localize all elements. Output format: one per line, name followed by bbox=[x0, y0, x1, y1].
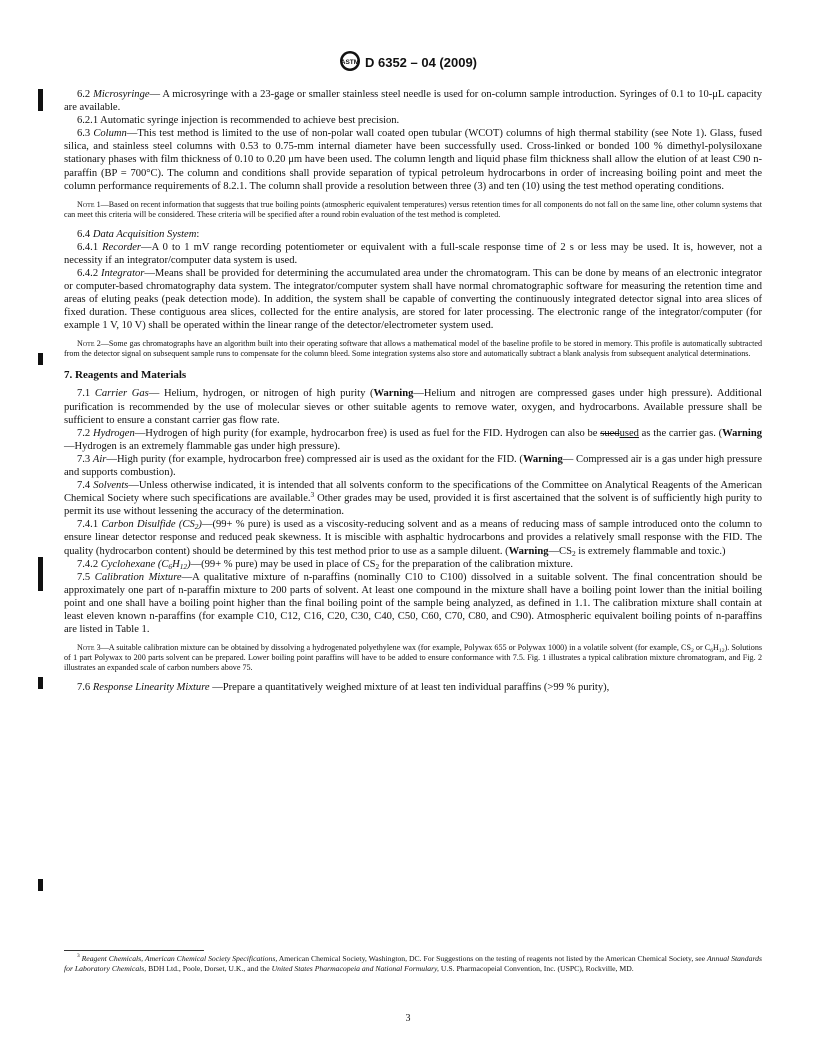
paragraph-7-5: 7.5 Calibration Mixture—A qualitative mixture of n-paraffins (nominally C10 to C100) dissolved in a suitable solvent. The final concentration should be approximately one part of n-paraffin mixture to 200 parts of solvent. At least one compound in the mixture shall have a boiling point lower than the initial boiling point and one shall have a boiling point higher than the final boiling point of the sample being analyzed, as defined in 1.1. The calibration mixture shall contain at least eleven known n-paraffins (for example C10, C12, C16, C20, C30, C40, C50, C60, C70, C80, and C90). Atmospheric equivalent boiling points of n-paraffins are listed in Table 1. bbox=[64, 571, 763, 636]
paragraph-7-4: 7.4 Solvents—Unless otherwise indicated, it is intended that all solvents conform to the specifications of the Committee on Analytical Reagents of the American Chemical Society where such specifications are available.$^3$ Other grades may be used, provided it is first ascertained that the solvent is of sufficiently high purity to permit its use without lessening the accuracy of the determination. bbox=[64, 480, 762, 518]
note-1: Note 1—Based on recent information that suggests that true boiling points (atmospheric equivalent temperatures) versus retention times for all components do not fall on the same line, other column systems that can meet this criteria will be considered. These criteria will be specified after a round robin evaluation of the test method is completed. bbox=[64, 199, 762, 219]
paragraph-7-1: 7.1 Carrier Gas— Helium, hydrogen, or nitrogen of high purity (Warning—Helium and nitrogen are compressed gases under high pressure). Additional purification is recommended by the use of molecular sieves or other suitable agents to remove water, oxygen, and hydrocarbons. Available pressure shall be sufficient to ensure a constant carrier gas flow rate. bbox=[64, 388, 762, 426]
paragraph-6-3: 6.3 Column—This test method is limited to the use of non-polar wall coated open tubular (WCOT) columns of high thermal stability (see Note 1). Glass, fused silica, and stainless steel columns with 0.53 to 0.75-mm internal diameter have been successfully used. Cross-linked or bonded 100 % dimethyl-polysiloxane stationary phases with film thickness of 0.10 to 0.20 μm have been used. The column length and liquid phase film thickness shall allow the elution of at least C90 n-paraffin (BP = 700°C). The column and conditions shall provide separation of typical petroleum hydrocarbons in order of increasing boiling point and meet the column performance requirements of 8.2.1. The column shall provide a resolution between three (3) and ten (10) using the test method operating conditions. bbox=[64, 128, 762, 192]
revision-bar bbox=[38, 89, 43, 111]
paragraph-6-4-1: 6.4.1 Recorder—A 0 to 1 mV range recording potentiometer or equivalent with a full-scale response time of 2 s or less may be used. It is, however, not a necessity if an integrator/computer data system is used. bbox=[64, 241, 762, 266]
svg-text:ASTM: ASTM bbox=[340, 59, 360, 66]
paragraph-7-2: 7.2 Hydrogen—Hydrogen of high purity (for example, hydrocarbon free) is used as fuel for the FID. Hydrogen can also be suedused as the carrier gas. (Warning—Hydrogen is an extremely flammable gas under high pressure). bbox=[64, 427, 762, 452]
paragraph-7-4-1: 7.4.1 Carbon Disulfide $(CS_2)—(99+$ % pure) is used as a viscosity-reducing solvent and as a means of reducing mass of sample introduced onto the column to ensure linear detector response and reduced peak skewness. It is miscible with asphaltic hydrocarbons and provides a relatively small response with the FID. The quality (hydrocarbon content) should be determined by this test method prior to use as a sample diluent. ($Warning—CS_2$ is extremely flammable and toxic.) bbox=[64, 519, 763, 558]
footnote-divider bbox=[64, 950, 204, 951]
paragraph-6-4: 6.4 Data Acquisition System: bbox=[77, 228, 200, 240]
revision-bar bbox=[38, 879, 43, 891]
note-2: Note 2—Some gas chromatographs have an algorithm built into their operating software that allows a mathematical model of the baseline profile to be stored in memory. This profile is automatically subtracted from the detector signal on subsequent sample runs to compensate for the column bleed. Some integration systems also store and automatically subtract a blank analysis from subsequent analytical determinations. bbox=[64, 339, 762, 359]
footnote-3: $^3$ Reagent Chemicals, American Chemical Society Specifications, American Chemical Society, Washington, DC. For Suggestions on the testing of reagents not listed by the American Chemical Society, see Annual Standards for Laboratory Chemicals, BDH Ltd., Poole, Dorset, U.K., and the United States Pharmacopeia and National Formulary, U.S. Pharmacopeial Convention, Inc. (USPC), Rockville, MD. bbox=[64, 953, 763, 973]
paragraph-7-6: 7.6 Response Linearity Mixture —Prepare a quantitatively weighed mixture of at least ten individual paraffins (>99 % purity), bbox=[77, 682, 610, 694]
document-body bbox=[64, 88, 762, 694]
paragraph-7-3: 7.3 Air—High purity (for example, hydrocarbon free) compressed air is used as the oxidant for the FID. (Warning— Compressed air is a gas under high pressure and supports combustion). bbox=[64, 453, 763, 478]
paragraph-6-2-1: 6.2.1 Automatic syringe injection is recommended to achieve best precision. bbox=[77, 115, 400, 127]
section-heading-7: 7. Reagents and Materials bbox=[64, 369, 187, 382]
astm-logo-icon bbox=[339, 50, 361, 75]
note-3: Note 3—A suitable calibration mixture can be obtained by dissolving a hydrogenated polyethylene wax (for example, Polywax 655 or Polywax 1000) in a volatile solvent (for example, $CS_2$ or $C_6H_{12}$). Solutions of 1 part Polywax to 200 parts solvent can be prepared. Lower boiling point paraffins will have to be added to ensure conformance with 7.5. Fig. 1 illustrates a typical calibration mixture chromatogram, and Fig. 2 illustrates an expanded scale of carbon numbers above 75. bbox=[64, 643, 763, 673]
revision-bar bbox=[38, 353, 43, 365]
page-header bbox=[0, 50, 816, 75]
document-designation: D 6352 – 04 (2009) bbox=[364, 55, 478, 70]
page-number: 3 bbox=[405, 1013, 411, 1024]
revision-bar bbox=[38, 557, 43, 591]
paragraph-6-2: 6.2 Microsyringe— A microsyringe with a 23-gage or smaller stainless steel needle is used for on-column sample introduction. Syringes of 0.1 to 10-μL capacity are available. bbox=[64, 89, 763, 114]
paragraph-6-4-2: 6.4.2 Integrator—Means shall be provided for determining the accumulated area under the chromatogram. This can be done by means of an electronic integrator or computer-based chromatography data system. The integrator/computer system shall have normal chromatographic software for measuring the retention time and areas of eluting peaks (peak detection mode). In addition, the system shall be capable of converting the continuously integrated detector signal into area slices of fixed duration. These contiguous area slices, collected for the entire analysis, are stored for later processing. The electronic range of the integrator/computer (for example 1 V, 10 V) shall be operated within the linear range of the detector/electrometer system used. bbox=[64, 267, 763, 332]
revision-bar bbox=[38, 677, 43, 689]
paragraph-7-4-2: 7.4.2 Cyclohexane $(C_6H_{12})—(99+$ % pure) may be used in place of $CS_2$ for the preparation of the calibration mixture. bbox=[77, 558, 574, 571]
